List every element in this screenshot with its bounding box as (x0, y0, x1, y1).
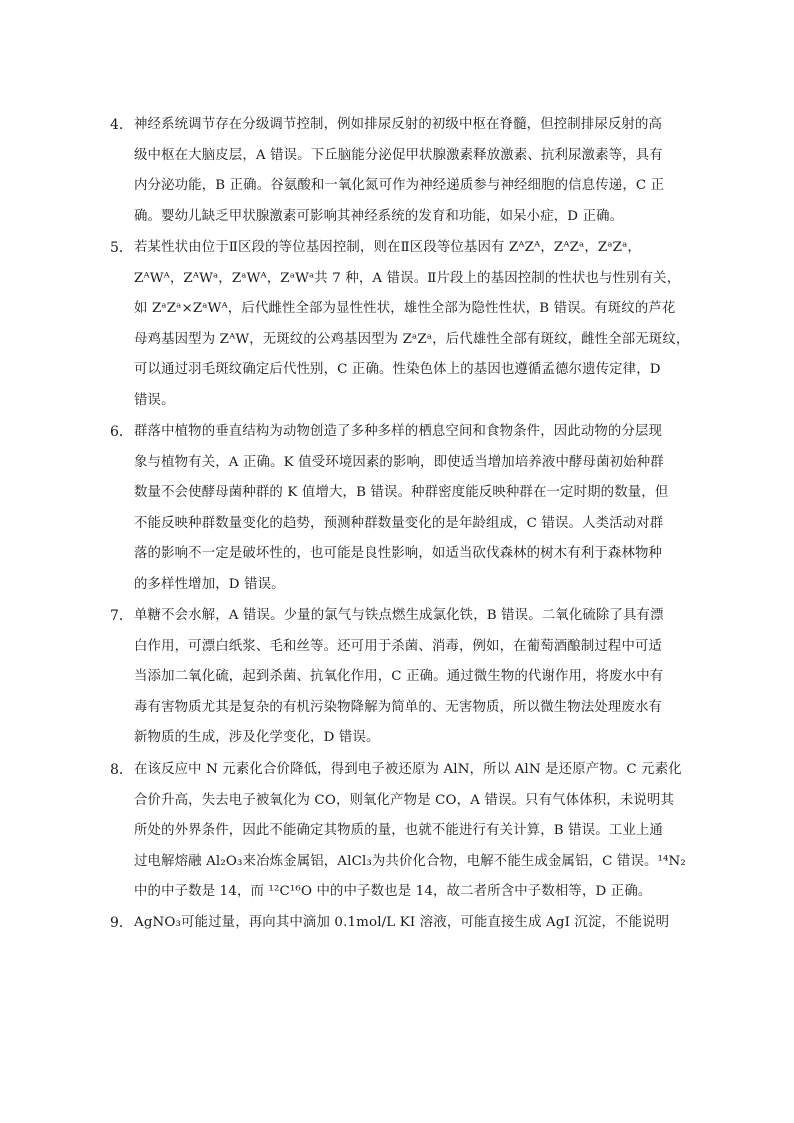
item-number: 5． (110, 240, 133, 256)
text-line: 的多样性增加，D 错误。 (134, 576, 285, 592)
text-line: 所处的外界条件，因此不能确定其物质的量，也就不能进行有关计算，B 错误。工业上通 (134, 823, 663, 838)
text-line: 若某性状由位于Ⅱ区段的等位基因控制，则在Ⅱ区段等位基因有 ZᴬZᴬ，ZᴬZᵃ，ZᵃZᵃ， (134, 240, 641, 255)
answer-item-4 (110, 110, 690, 232)
text-line: 单糖不会水解，A 错误。少量的氯气与铁点燃生成氯化铁，B 错误。二氧化硫除了具有漂 (134, 608, 664, 623)
answer-item-9 (110, 908, 690, 939)
item-number: 8． (110, 762, 133, 778)
text-line: 过电解熔融 Al₂O₃来冶炼金属铝，AlCl₃为共价化合物，电解不能生成金属铝，C 错误。¹⁴N₂ (134, 853, 686, 869)
text-line: 神经系统调节存在分级调节控制，例如排尿反射的初级中枢在脊髓，但控制排尿反射的高 (134, 117, 663, 132)
item-number: 9． (110, 915, 133, 931)
answer-item-8 (110, 755, 690, 908)
text-line: 内分泌功能，B 正确。谷氨酸和一氧化氮可作为神经递质参与神经细胞的信息传递，C 正 (134, 178, 665, 193)
text-line: 新物质的生成，涉及化学变化，D 错误。 (134, 730, 380, 745)
text-line: AgNO₃可能过量，再向其中滴加 0.1mol/L KI 溶液，可能直接生成 AgI 沉淀，不能说明 (134, 915, 670, 930)
text-line: 白作用，可漂白纸浆、毛和丝等。还可用于杀菌、消毒，例如，在葡萄酒酿制过程中可适 (134, 638, 663, 654)
text-line: 数量不会使酵母菌种群的 K 值增大，B 错误。种群密度能反映种群在一定时期的数量，但 (134, 485, 669, 500)
text-line: 不能反映种群数量变化的趋势，预测种群数量变化的是年龄组成，C 错误。人类活动对群 (134, 515, 664, 531)
text-line: 如 ZᵃZᵃ×ZᵃWᴬ，后代雌性全部为显性性状，雄性全部为隐性性状，B 错误。有斑纹的芦花 (134, 301, 676, 316)
text-line: 象与植物有关，A 正确。K 值受环境因素的影响，即使适当增加培养液中酵母菌初始种群 (134, 454, 664, 470)
item-number: 4． (110, 117, 133, 133)
text-line: 当添加二氧化硫，起到杀菌、抗氧化作用，C 正确。通过微生物的代谢作用，将废水中有 (134, 669, 664, 684)
answer-item-7 (110, 601, 690, 754)
text-line: 母鸡基因型为 ZᴬW，无斑纹的公鸡基因型为 ZᵃZᵃ，后代雄性全部有斑纹，雌性全部无斑纹， (134, 331, 690, 347)
text-line: 群落中植物的垂直结构为动物创造了多种多样的栖息空间和食物条件，因此动物的分层现 (134, 424, 663, 439)
item-number: 6． (110, 424, 133, 440)
text-line: ZᴬWᴬ，ZᴬWᵃ，ZᵃWᴬ，ZᵃWᵃ共 7 种，A 错误。Ⅱ片段上的基因控制的性状也与性别有关， (134, 270, 681, 286)
text-line: 毒有害物质尤其是复杂的有机污染物降解为简单的、无害物质，所以微生物法处理废水有 (134, 699, 663, 715)
text-line: 落的影响不一定是破坏性的，也可能是良性影响，如适当砍伐森林的树木有利于森林物种 (134, 546, 663, 561)
answer-item-6 (110, 417, 690, 600)
text-line: 级中枢在大脑皮层，A 错误。下丘脑能分泌促甲状腺激素释放激素、抗利尿激素等，具有 (134, 147, 663, 163)
text-line: 可以通过羽毛斑纹确定后代性别，C 正确。性染色体上的基因也遵循孟德尔遗传定律，D (134, 362, 661, 377)
text-line: 中的中子数是 14，而 ¹²C¹⁶O 中的中子数也是 14，故二者所含中子数相等，D 正确。 (134, 884, 652, 899)
item-number: 7． (110, 608, 133, 624)
text-line: 错误。 (134, 392, 175, 408)
text-line: 确。婴幼儿缺乏甲状腺激素可影响其神经系统的发育和功能，如呆小症，D 正确。 (134, 208, 624, 224)
answer-item-5 (110, 233, 690, 416)
text-line: 合价升高，失去电子被氧化为 CO，则氧化产物是 CO，A 错误。只有气体体积，未说明其 (134, 792, 675, 808)
text-line: 在该反应中 N 元素化合价降低，得到电子被还原为 AlN，所以 AlN 是还原产物。C 元素化 (134, 762, 682, 777)
